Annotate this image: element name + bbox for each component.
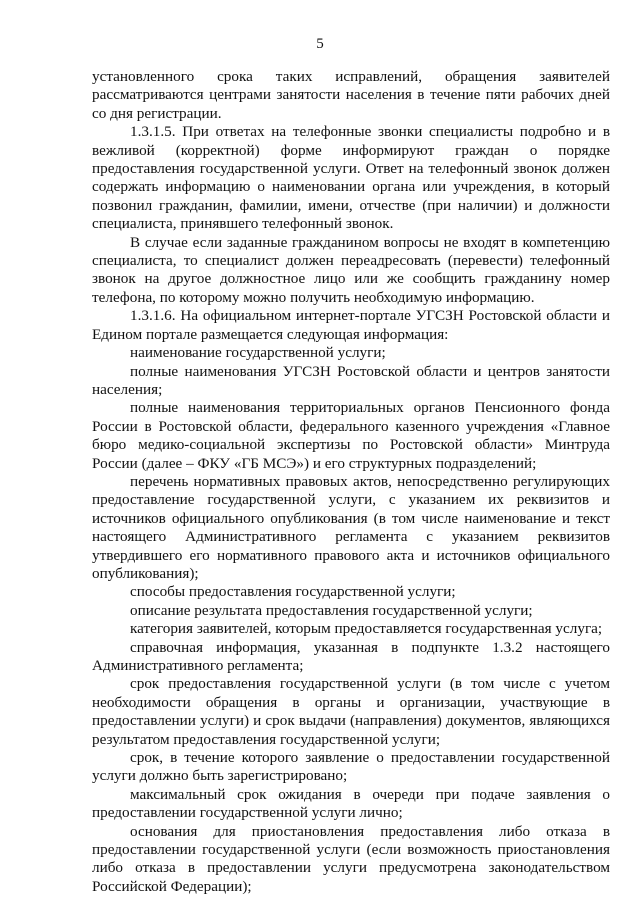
list-item: перечень нормативных правовых актов, непосредственно регулирующих предоставление государственной услуги, с указанием их реквизитов и источников официального опубликования (в том числе наименование и текст настоящего Административного регламента с указанием реквизитов утвердившего его нормативного правового акта и источников официального опубликования);: [92, 472, 610, 582]
list-item: полные наименования УГСЗН Ростовской области и центров занятости населения;: [92, 362, 610, 398]
list-item: полные наименования территориальных органов Пенсионного фонда России в Ростовской области, федерального казенного учреждения «Главное бюро медико-социальной экспертизы по Ростовской области» Минтруда России (далее – ФКУ «ГБ МСЭ») и его структурных подразделений;: [92, 399, 610, 472]
list-item: способы предоставления государственной услуги;: [130, 583, 456, 601]
list-item: справочная информация, указанная в подпункте 1.3.2 настоящего Административного регламента;: [92, 638, 610, 674]
list-item: срок, в течение которого заявление о предоставлении государственной услуги должно быть зарегистрировано;: [92, 749, 610, 785]
list-item: категория заявителей, которым предоставляется государственная услуга;: [130, 620, 603, 638]
page-number: 5: [316, 36, 324, 52]
list-item: наименование государственной услуги;: [130, 344, 386, 362]
document-body: [92, 68, 610, 896]
list-item: срок предоставления государственной услуги (в том числе с учетом необходимости обращения в органы и организации, участвующие в предоставлении услуги) и срок выдачи (направления) документов, являющихся результатом предоставления государственной услуги;: [92, 675, 610, 748]
paragraph: 1.3.1.5. При ответах на телефонные звонки специалисты подробно и в вежливой (корректной) форме информируют граждан о порядке предоставления государственной услуги. Ответ на телефонный звонок должен содержать информацию о наименовании органа или учреждения, в который позвонил гражданин, фамилии, имени, отчестве (при наличии) и должности специалиста, принявшего телефонный звонок.: [92, 123, 610, 233]
list-item: максимальный срок ожидания в очереди при подаче заявления о предоставлении государственной услуги лично;: [92, 785, 610, 822]
paragraph: В случае если заданные гражданином вопросы не входят в компетенцию специалиста, то специалист должен переадресовать (перевести) телефонный звонок на другое должностное лицо или же сообщить гражданину номер телефона, по которому можно получить необходимую информацию.: [92, 233, 610, 306]
paragraph: установленного срока таких исправлений, обращения заявителей рассматриваются центрами занятости населения в течение пяти рабочих дней со дня регистрации.: [92, 68, 610, 122]
list-item: основания для приостановления предоставления либо отказа в предоставлении государственной услуги (если возможность приостановления либо отказа в предоставлении услуги предусмотрена законодательством Российской Федерации);: [92, 822, 610, 895]
list-item: описание результата предоставления государственной услуги;: [130, 601, 533, 619]
paragraph: 1.3.1.6. На официальном интернет-портале УГСЗН Ростовской области и Едином портале размещается следующая информация:: [92, 307, 610, 343]
